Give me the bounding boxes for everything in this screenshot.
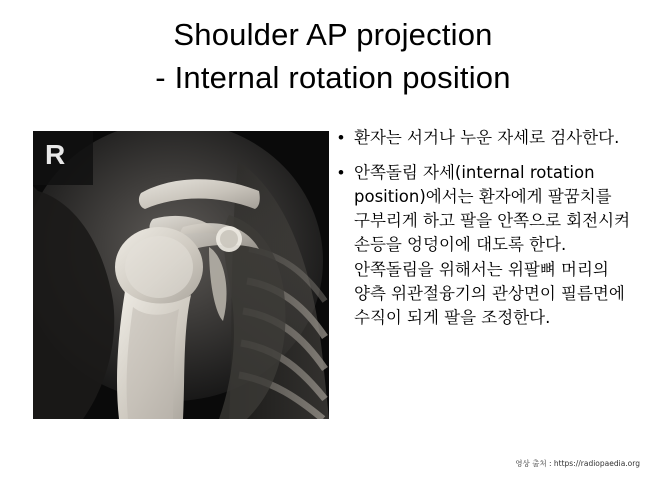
list-item	[338, 161, 644, 331]
bullet-text: 안쪽돌림 자세(internal rotation position)에서는 환자에게 팔꿈치를 구부리게 하고 팔을 안쪽으로 회전시켜 손등을 엉덩이에 대도록 한다. 안쪽돌림을 위해서는 위팔뼈 머리의 양측 위관절융기의 관상면이 필름면에 수직이 되게 팔을 조정한다.	[354, 162, 631, 328]
bullet-list	[338, 126, 644, 340]
xray-side-marker: R	[45, 139, 67, 170]
list-item	[338, 126, 644, 151]
image-credit: 영상 출처 : https://radiopaedia.org	[515, 459, 640, 468]
title-line-1: Shoulder AP projection	[173, 17, 493, 52]
xray-image	[33, 131, 329, 419]
bullet-text: 환자는 서거나 누운 자세로 검사한다.	[354, 128, 620, 147]
xray-graphic	[33, 131, 329, 419]
page-title	[0, 14, 666, 100]
bullet-marker: •	[338, 128, 344, 147]
title-line-2: - Internal rotation position	[155, 59, 511, 95]
bullet-marker: •	[338, 162, 344, 182]
